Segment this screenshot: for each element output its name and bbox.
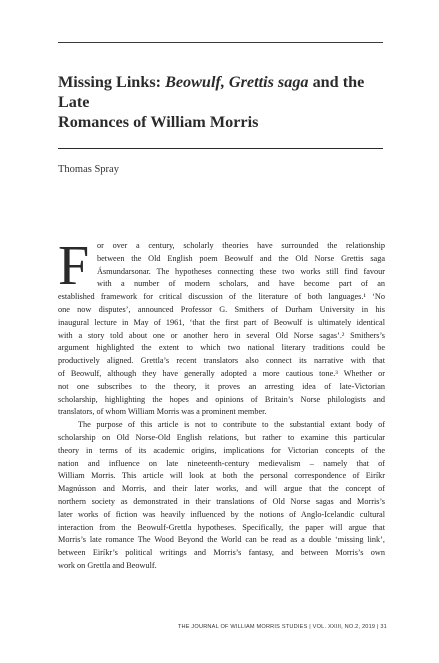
text-line: Morris’s late romance The Wood Beyond the World can be read as a double ‘missing link’, — [58, 535, 385, 545]
top-rule — [58, 42, 383, 43]
text-line: of Beowulf, although they have generally adopted a more cautious tone.³ Whether or — [58, 368, 385, 378]
title-rule — [58, 148, 383, 149]
text-line: Magnússon and Morris, and their later works, and will argue that the concept of — [58, 484, 385, 494]
paragraph-2 — [58, 419, 385, 573]
text-line: with a number of modern scholars, and have become part of an — [97, 279, 385, 289]
text-line: between Eiríkr’s political writings and Morris’s fantasy, and between Morris’s own — [58, 548, 385, 558]
text-line: or over a century, scholarly theories have surrounded the relationship — [97, 241, 385, 250]
text-line: between the Old English poem Beowulf and the Old Norse Grettis saga — [97, 253, 385, 263]
text-line: productively aligned. Grettla’s recent translators also connect its narrative with that — [58, 356, 385, 366]
title-italic-part: Beowulf, Grettis saga — [165, 73, 309, 91]
text-line: established framework for critical discussion of the literature of both languages.¹ ‘No — [58, 292, 385, 302]
text-line: not one subscribes to the theory, it proves an arresting idea of late-Victorian — [58, 381, 385, 391]
text-line: William Morris. This article will look at both the personal correspondence of Eiríkr — [58, 471, 385, 481]
text-line: scholarship on Old Norse-Old English relations, but rather to examine this particular — [58, 432, 385, 442]
text-line: theory in terms of its academic origins, implications for Victorian concepts of the — [58, 445, 385, 455]
text-line: with a story told about one or another hero in several Old Norse sagas’.² Smithers’s — [58, 330, 385, 340]
text-line: later works of fiction was heavily influenced by the notions of Anglo-Icelandic cultural — [58, 509, 385, 519]
text-line: nation and influence on late nineteenth-century medievalism – namely that of — [58, 458, 385, 468]
text-line: Ásmundarsonar. The hypotheses connecting these two works still find favour — [97, 266, 385, 276]
text-line: one now disputes’, announced Professor G. Smithers of Durham University in his — [58, 304, 385, 314]
title-part-2: and the Late — [58, 73, 365, 111]
text-line: northern society as demonstrated in their translations of Old Norse sagas and Morris’s — [58, 496, 385, 506]
text-line: argument highlighted the extent to which two national literary traditions could be — [58, 343, 385, 353]
text-line: translators, of whom William Morris was a prominent member. — [58, 407, 267, 417]
title-line-2: Romances of William Morris — [58, 113, 259, 131]
article-title — [58, 72, 388, 132]
paragraph-1 — [58, 235, 385, 419]
text-line: work on Grettla and Beowulf. — [58, 560, 157, 570]
text-line: interaction from the Beowulf-Grettla hypotheses. Specifically, the paper will argue that — [58, 522, 385, 532]
running-footer: THE JOURNAL OF WILLIAM MORRIS STUDIES | VOL. XXIII, NO.2, 2019 | 31 — [177, 624, 387, 630]
text-line: The purpose of this article is not to contribute to the substantial extant body of — [78, 420, 385, 430]
title-part-1: Missing Links: — [58, 73, 166, 91]
drop-cap: F — [58, 235, 90, 297]
author-name: Thomas Spray — [58, 164, 119, 175]
article-body — [58, 235, 385, 573]
text-line: scholarship, highlighting the hopes and opinions of Britain’s Norse philologists and — [58, 394, 385, 404]
text-line: inaugural lecture in May of 1961, ‘that the first part of Beowulf is ultimately identical — [58, 317, 385, 327]
